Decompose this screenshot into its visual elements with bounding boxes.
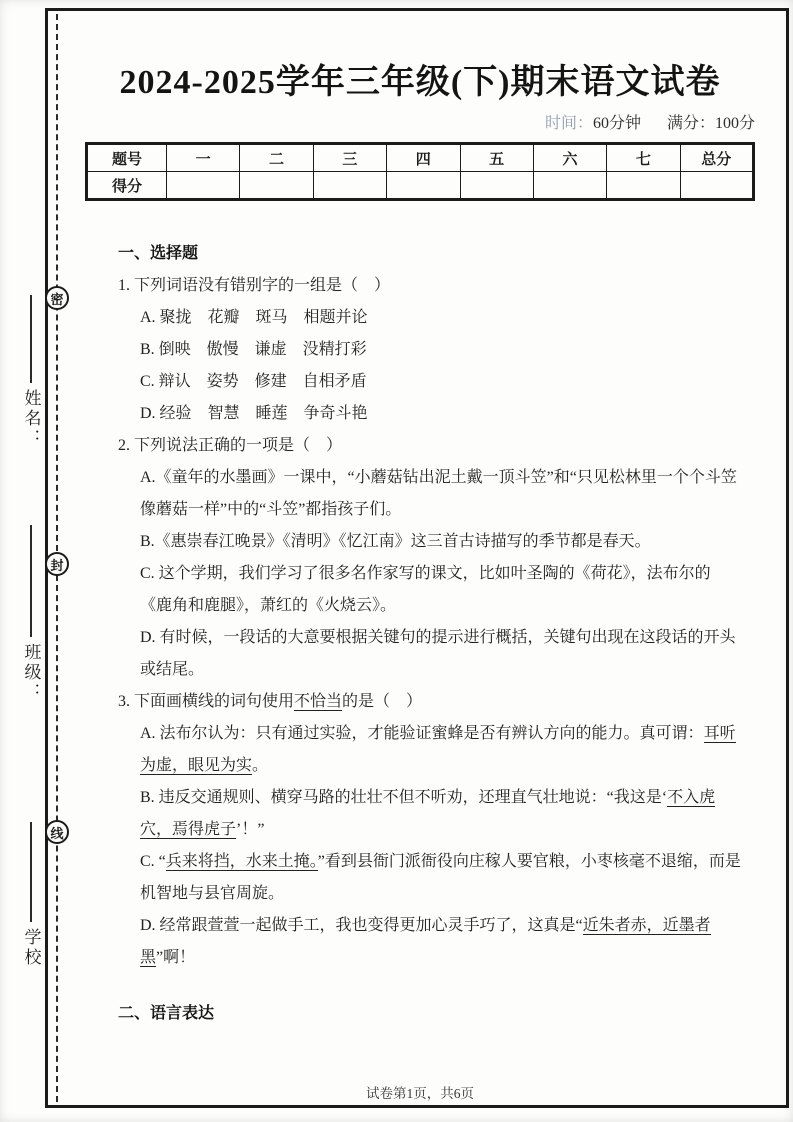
- question-3-option-c: C. “兵来将挡，水来土掩。”看到县衙门派衙役向庄稼人要官粮，小枣核毫不退缩，而是机智地与县官周旋。: [140, 853, 741, 902]
- name-field: [16, 295, 46, 449]
- question-1-option-c: C. 辩认 姿势 修建 自相矛盾: [140, 373, 367, 390]
- score-cell: [460, 172, 533, 200]
- exam-meta: [85, 110, 755, 133]
- score-cell: [680, 172, 753, 200]
- question-1-options: [140, 302, 742, 430]
- question-3-option-b: B. 违反交通规则、横穿马路的壮壮不但不听劝，还理直气壮地说：“我这是‘不入虎穴，焉得虎子’！”: [140, 789, 716, 838]
- score-col-5: 五: [460, 144, 533, 172]
- class-label: 班级：: [21, 643, 41, 703]
- seal-dashed-line: [50, 14, 64, 1102]
- question-2-option-b: B.《惠崇春江晚景》《清明》《忆江南》这三首古诗描写的季节都是春天。: [140, 533, 651, 550]
- name-blank-line: [30, 295, 32, 383]
- school-field: [16, 822, 46, 968]
- question-1-option-d: D. 经验 智慧 睡莲 争奇斗艳: [140, 405, 368, 422]
- score-cell: [533, 172, 606, 200]
- score-cell: [313, 172, 386, 200]
- class-field: [16, 525, 46, 703]
- score-col-total: 总分: [680, 144, 753, 172]
- score-col-6: 六: [533, 144, 606, 172]
- question-2-option-a: A.《童年的水墨画》一课中，“小蘑菇钻出泥土戴一顶斗笠”和“只见松林里一个个斗笠像蘑菇一样”中的“斗笠”都指孩子们。: [140, 469, 737, 518]
- question-3-stem: 3. 下面画横线的词句使用不恰当的是（ ）: [118, 693, 423, 710]
- section-2-heading: 二、语言表达: [118, 1005, 215, 1022]
- score-col-3: 三: [313, 144, 386, 172]
- score-table-corner: 题号: [87, 144, 167, 172]
- score-col-4: 四: [387, 144, 460, 172]
- score-col-7: 七: [607, 144, 680, 172]
- seal-stamp-xian: 线: [45, 820, 69, 844]
- question-1: [118, 270, 742, 430]
- question-2-stem: 2. 下列说法正确的一项是（ ）: [118, 437, 343, 454]
- score-row: [87, 172, 754, 200]
- question-2-option-d: D. 有时候，一段话的大意要根据关键句的提示进行概括，关键句出现在这段话的开头或结尾。: [140, 629, 736, 678]
- question-3-option-d: D. 经常跟萱萱一起做手工，我也变得更加心灵手巧了，这真是“近朱者赤，近墨者黑”啊！: [140, 917, 711, 966]
- name-label: 姓名：: [21, 389, 41, 449]
- question-2-options: [140, 462, 742, 686]
- score-table: [85, 142, 755, 201]
- score-row-header: 得分: [87, 172, 167, 200]
- class-blank-line: [30, 525, 32, 637]
- time-limit-value: 60分钟: [592, 115, 641, 132]
- score-cell: [607, 172, 680, 200]
- question-1-option-b: B. 倒映 傲慢 谦虚 没精打彩: [140, 341, 367, 358]
- question-1-stem: 1. 下列词语没有错别字的一组是（ ）: [118, 277, 391, 294]
- full-score-value: 100分: [714, 115, 755, 132]
- question-2: [118, 430, 742, 686]
- question-3: [118, 686, 742, 974]
- section-1-heading: 一、选择题: [118, 245, 199, 262]
- seal-stamp-mi: 密: [45, 286, 69, 310]
- time-limit-label: 时间：: [544, 115, 593, 132]
- page-footer: 试卷第1页，共6页: [366, 1086, 474, 1101]
- question-2-option-c: C. 这个学期，我们学习了很多名作家写的课文，比如叶圣陶的《荷花》，法布尔的《鹿角和鹿腿》，萧红的《火烧云》。: [140, 565, 711, 614]
- question-3-option-a: A. 法布尔认为：只有通过实验，才能验证蜜蜂是否有辨认方向的能力。真可谓：耳听为虚，眼见为实。: [140, 725, 736, 774]
- school-blank-line: [30, 822, 32, 922]
- full-score-label: 满分：: [666, 115, 715, 132]
- score-cell: [387, 172, 460, 200]
- exam-body: [118, 238, 742, 1030]
- score-cell: [167, 172, 240, 200]
- question-number-row: [87, 144, 754, 172]
- question-1-option-a: A. 聚拢 花瓣 斑马 相题并论: [140, 309, 368, 326]
- question-3-options: [140, 718, 742, 974]
- score-cell: [240, 172, 313, 200]
- school-label: 学校: [21, 928, 41, 968]
- page-title: 2024-2025学年三年级(下)期末语文试卷: [119, 64, 721, 101]
- score-col-2: 二: [240, 144, 313, 172]
- score-col-1: 一: [167, 144, 240, 172]
- seal-stamp-feng: 封: [45, 552, 69, 576]
